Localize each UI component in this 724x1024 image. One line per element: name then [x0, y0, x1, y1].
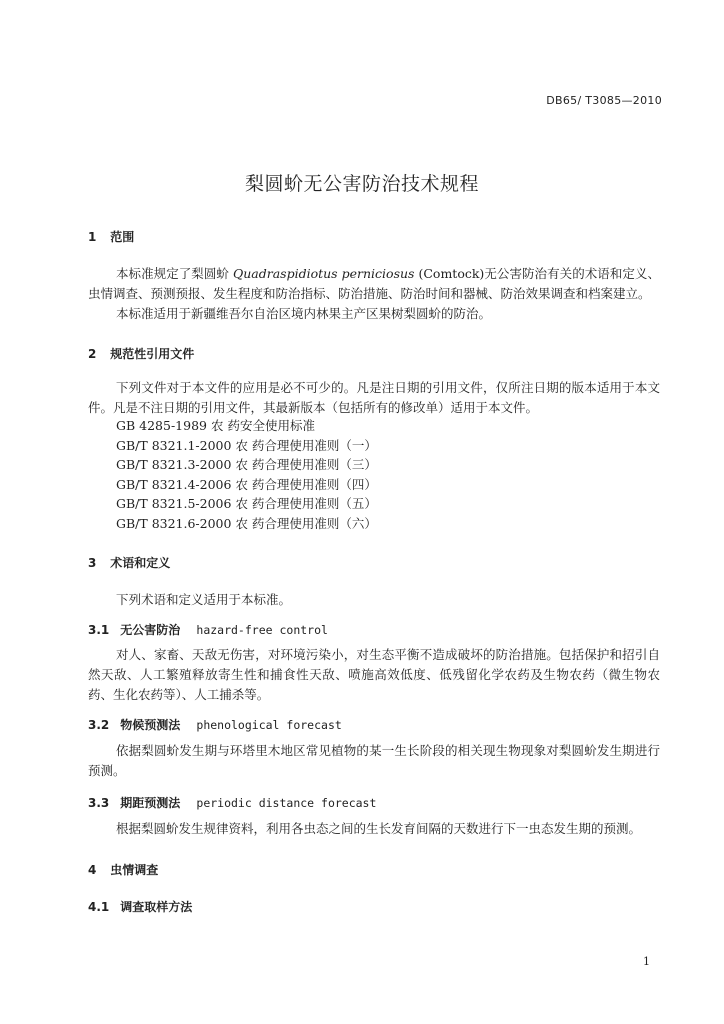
section-number: 3.3: [88, 796, 110, 810]
page-number: 1: [643, 955, 650, 968]
paragraph-text: (Comtock)无公害防治有关的术语和定义、虫情调查、预测预报、发生程度和防治指标、防治措施、防治时间和器械、防治效果调查和档案建立。: [88, 266, 660, 301]
reference-item: GB/T 8321.4-2006 农 药合理使用准则（四）: [116, 476, 377, 492]
reference-item: GB/T 8321.6-2000 农 药合理使用准则（六）: [116, 515, 377, 531]
section-title: 范围: [110, 230, 135, 244]
normative-references-list: [116, 416, 377, 533]
section-number: 3.2: [88, 718, 110, 732]
section-1-paragraph-1: [88, 264, 660, 304]
section-title: 无公害防治: [120, 623, 181, 637]
english-term: hazard-free control: [196, 623, 328, 637]
section-4-1-heading: [88, 898, 192, 915]
section-2-paragraph-1: 下列文件对于本文件的应用是必不可少的。凡是注日期的引用文件，仅所注日期的版本适用于本文件。凡是不注日期的引用文件，其最新版本（包括所有的修改单）适用于本文件。: [88, 380, 660, 415]
section-3-2-paragraph-1: 依据梨圆蚧发生期与环塔里木地区常见植物的某一生长阶段的相关现生物现象对梨圆蚧发生期进行预测。: [88, 743, 660, 778]
section-title: 规范性引用文件: [110, 347, 195, 361]
section-3-paragraph-1: 下列术语和定义适用于本标准。: [116, 592, 292, 607]
section-number: 2: [88, 347, 97, 361]
latin-species-name: Quadraspidiotus perniciosus: [232, 266, 415, 281]
section-number: 4: [88, 863, 97, 877]
section-number: 3.1: [88, 623, 110, 637]
section-4-heading: [88, 861, 158, 878]
section-1-heading: [88, 228, 134, 245]
english-term: phenological forecast: [196, 718, 342, 732]
section-3-3-paragraph-1: 根据梨圆蚧发生规律资料，利用各虫态之间的生长发育间隔的天数进行下一虫态发生期的预测。: [116, 821, 642, 836]
document-title: 梨圆蚧无公害防治技术规程: [244, 173, 479, 195]
english-term: periodic distance forecast: [196, 796, 377, 810]
section-title: 术语和定义: [110, 556, 171, 570]
section-3-1-heading: [88, 621, 328, 638]
section-3-1-paragraph-1: 对人、家畜、天敌无伤害，对环境污染小，对生态平衡不造成破坏的防治措施。包括保护和招引自然天敌、人工繁殖释放寄生性和捕食性天敌、喷施高效低度、低残留化学农药及生物农药（微生物农药、生化农药等）、人工捕杀等。: [88, 647, 660, 702]
section-number: 3: [88, 556, 97, 570]
reference-item: GB 4285-1989 农 药安全使用标准: [116, 418, 315, 433]
reference-item: GB/T 8321.5-2006 农 药合理使用准则（五）: [116, 496, 377, 511]
reference-item: GB/T 8321.3-2000 农 药合理使用准则（三）: [116, 457, 377, 472]
section-title: 期距预测法: [120, 796, 181, 810]
section-2-heading: [88, 345, 194, 362]
section-3-2-heading: [88, 716, 342, 733]
standard-code: DB65/ T3085—2010: [546, 94, 662, 107]
section-1-paragraph-2: 本标准适用于新疆维吾尔自治区境内林果主产区果树梨圆蚧的防治。: [116, 306, 492, 321]
section-number: 1: [88, 230, 97, 244]
section-3-heading: [88, 554, 170, 571]
section-3-3-heading: [88, 794, 376, 811]
section-number: 4.1: [88, 900, 110, 914]
section-title: 虫情调查: [110, 863, 159, 877]
reference-item: GB/T 8321.1-2000 农 药合理使用准则（一）: [116, 437, 377, 453]
section-title: 物候预测法: [120, 718, 181, 732]
section-title: 调查取样方法: [120, 900, 193, 914]
paragraph-text: 本标准规定了梨圆蚧: [116, 266, 233, 281]
